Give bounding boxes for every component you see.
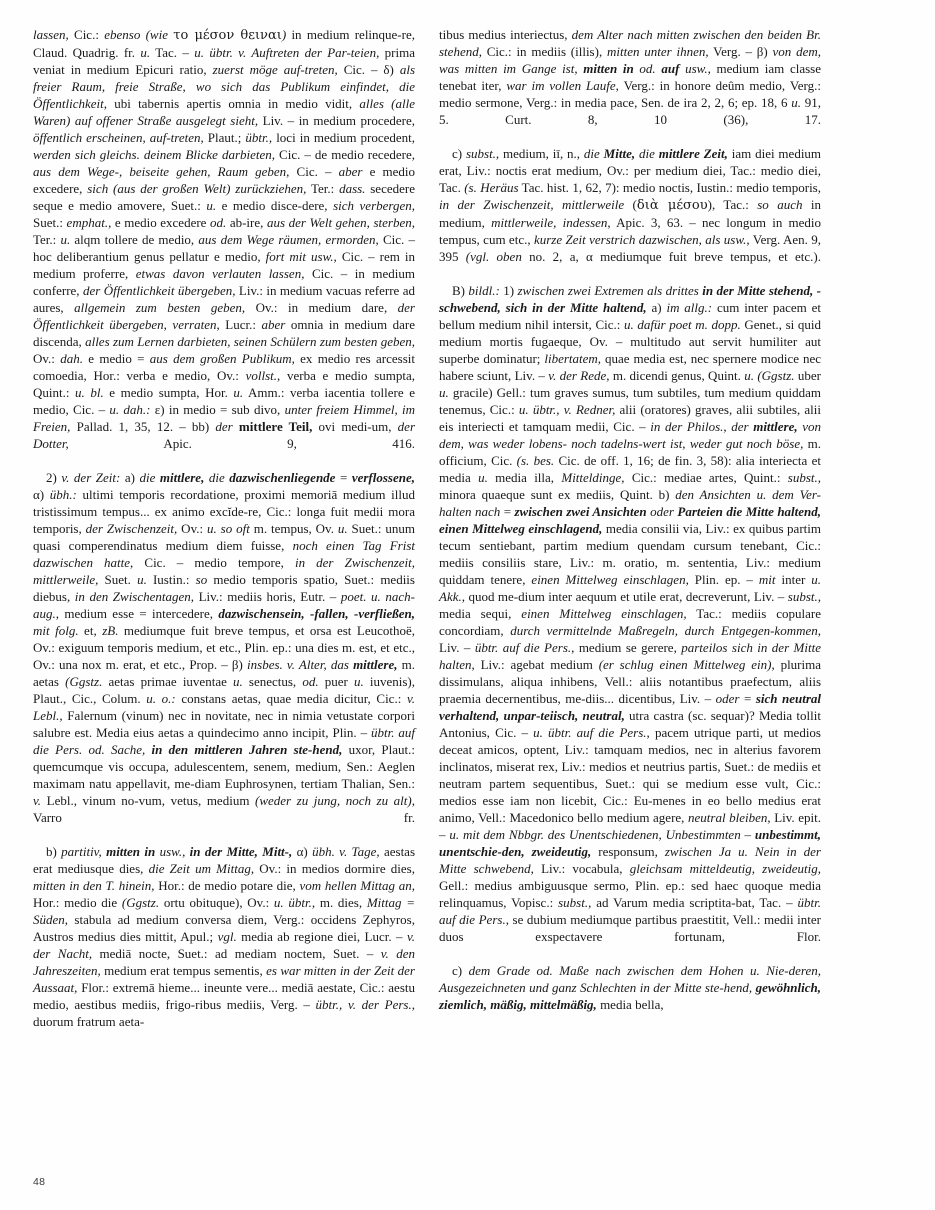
dictionary-paragraph: b) partitiv, mitten in usw., in der Mitte, Mitt-, α) übh. v. Tage, aestas erat mediusque dies, die Zeit um Mittag, Ov.: in medios dormire dies, mitten in den T. hinein, Hor.: de medio potare die, vom hellen Mittag an, Hor.: medio die (Ggstz. ortu obituque), Ov.: u. übtr., m. dies, Mittag = Süden, stabula ad medium conversa diem, Verg.: occidens Zephyros, Austros medius dies mittit, Apul.; vgl. media ab regione diei, Lucr. – v. der Nacht, mediā nocte, Suet.: ad mediam noctem, Suet. – v. den Jahreszeiten, medium erat tempus sementis, es war mitten in der Zeit der Aussaat, Flor.: extremā hieme... ineunte vere... mediā aestate, Cic.: aestu medio, aestibus mediis, frigo-ribus mediis, Verg. – übtr., v. der Pers., duorum fratrum aeta- — [33, 844, 416, 1029]
dictionary-paragraph: lassen, Cic.: ebenso (wie το μέσον θειναι) in medium relinque-re, Claud. Quadrig. fr. u. Tac. – u. übtr. v. Auftreten der Par-teien, prima veniat in medium Epicuri ratio, zuerst möge auf-treten, Cic. – δ) als freier Raum, freie Straße, wo sich das Publikum einfindet, die Öffentlichkeit, ubi tabernis apertis omnia in medio vidit, alles (alle Waren) auf offener Straße ausgelegt sieht, Liv. – in medium procedere, öffentlich erscheinen, auf-treten, Plaut.; übtr., loci in medium procedent, werden sich gleichs. deinem Blicke darbieten, Cic. – de medio recedere, aus dem Wege-, beiseite gehen, Raum geben, Cic. – aber e medio excedere, sich (aus der großen Welt) zurückziehen, Ter.: dass. secedere seque e medio amovere, Suet.: u. e medio disce-dere, sich verbergen, Suet.: emphat., e medio excedere od. ab-ire, aus der Welt gehen, sterben, Ter.: u. alqm tollere de medio, aus dem Wege räumen, ermorden, Cic. – hoc deliberantium genus pellatur e medio, fort mit usw., Cic. – rem in medium proferre, etwas davon verlauten lassen, Cic. – in medium conferre, der Öffentlichkeit übergeben, Liv.: in medium vacuas referre ad aures, allgemein zum besten geben, Ov.: in medium dare, der Öffentlichkeit übergeben, verraten, Lucr.: aber omnia in medium dare discenda, alles zum Lernen darbieten, seinen Schülern zum besten geben, Ov.: dah. e medio = aus dem großen Publikum, ex medio res arcessit comoedia, Hor.: verba e medio, Ov.: vollst., verba e medio sumpta, Quint.: u. bl. e medio sumpta, Hor. u. Amm.: verba iacentia tollere e medio, Cic. – u. dah.: ε) in medio = sub divo, unter freiem Himmel, im Freien, Pallad. 1, 35, 12. – bb) der mittlere Teil, ovi medi-um, der Dotter, Apic. 9, 416. — [33, 27, 416, 451]
page-number: 48 — [33, 1176, 46, 1188]
dictionary-paragraph: c) subst., medium, iī, n., die Mitte, die mittlere Zeit, iam diei medium erat, Liv.: noctis erat medium, Ov.: per medium diei, Tac.: medio diei, Tac. (s. Heräus Tac. hist. 1, 62, 7): medio noctis, Iustin.: medio temporis, in der Zwischenzeit, mittlerweile (διὰ μέσου), Tac.: so auch in medium, mittlerweile, indessen, Apic. 3, 63. – nec longum in medio tempus, cum etc., kurze Zeit verstrich dazwischen, als usw., Verg. Aen. 9, 395 (vgl. oben no. 2, a, α mediumque fuit breve tempus, et etc.). — [439, 146, 822, 264]
text-column-right — [439, 26, 821, 1161]
dictionary-paragraph: c) dem Grade od. Maße nach zwischen dem Hohen u. Nie-deren, Ausgezeichneten und ganz Schlechten in der Mitte ste-hend, gewöhnlich, ziemlich, mäßig, mittelmäßig, media bella, — [439, 963, 821, 1012]
text-columns — [33, 26, 899, 1161]
dictionary-paragraph: B) bildl.: 1) zwischen zwei Extremen als drittes in der Mitte stehend, -schwebend, sich in der Mitte haltend, a) im allg.: cum inter pacem et bellum medium nihil intersit, Cic.: u. dafür poet m. dopp. Genet., si quid medium mortis fugaeque, Ov. – multitudo aut servit humiliter aut superbe dominatur; libertatem, quae media est, nec spernere modice nec habere sciunt, Liv. – v. der Rede, m. dicendi genus, Quint. u. (Ggstz. uber u. gracile) Gell.: tum graves sumus, tum subtiles, tum medium quiddam tenemus, Cic.: u. übtr., v. Redner, alii (oratores) graves, alii subtiles, alii eis interiecti et tamquam medii, Cic. – in der Philos., der mittlere, von dem, was weder lobens- noch tadelns-wert ist, weder gut noch böse, m. officium, Cic. (s. bes. Cic. de off. 1, 16; de fin. 3, 58): alia interiecta et media u. media illa, Mitteldinge, Cic.: mediae artes, Quint.: subst., minora quaeque sunt ex mediis, Quint. b) den Ansichten u. dem Ver-halten nach = zwischen zwei Ansichten oder Parteien die Mitte haltend, einen Mittelweg einschlagend, media consilii via, Liv.: ex quibus partim tecum sentiebant, partim medium quendam cursum tenebant, Cic.: mediis consiliis stare, Liv.: m. oratio, m. sententia, Liv.: medium quiddam tenere, einen Mittelweg einschlagen, Plin. ep. – mit inter u. Akk., quod me-dium inter aequum et utile erat, decreverunt, Liv. – subst., media sequi, einen Mittelweg einschlagen, Tac.: mediis copulare concordiam, durch vermittelnde Maßregeln, durch Entgegen-kommen, Liv. – übtr. auf die Pers., medium se gerere, parteilos sich in der Mitte halten, Liv.: agebat medium (er schlug einen Mittelweg ein), plurima dissimulans, aliqua inhibens, Vell.: aliis notantibus praefectum, aliis praemia decernentibus, me-diis... dicentibus, Liv. – oder = sich neutral verhaltend, unpar-teiisch, neutral, utra castra (sc. sequar)? Media tollit Antonius, Cic. – u. übtr. auf die Pers., pacem utrique parti, ut medios deceat amicos, optent, Liv.: tamquam medios, nec in alterius favorem inclinatos, miserat rex, Liv.: medios et neutrius partis, Suet.: de mediis et neutram partem sequentibus, Suet.: qui se medium esse vult, Cic.: medios esse iam non licebit, Cic.: Eu-menes in eo bello medius erat animo, Vell.: Macedonico bello medium agere, neutral bleiben, Liv. epit. – u. mit dem Nbbgr. des Unentschiedenen, Unbestimmten – unbestimmt, unentschie-den, zweideutig, responsum, zwischen Ja u. Nein in der Mitte schwebend, Liv.: vocabula, gleichsam mitteldeutig, zweideutig, Gell.: medius ambiguusque sermo, Plin. ep.: sed haec quoque media relinquamus, Vopisc.: subst., ad Varum media scriptita-bat, Tac. – übtr. auf die Pers., se dubium mediumque partibus praestitit, Vell.: medii inter duos exspectavere fortunam, Flor. — [439, 283, 822, 944]
dictionary-paragraph: tibus medius interiectus, dem Alter nach mitten zwischen den beiden Br. stehend, Cic.: in mediis (illis), mitten unter ihnen, Verg. – β) von dem, was mitten im Gange ist, mitten in od. auf usw., medium iam classe tenebat iter, war im vollen Laufe, Verg.: in honore deûm medio, Verg.: medio sermone, Verg.: in media pace, Sen. de ira 2, 2, 6; ep. 18, 6 u. 91, 5. Curt. 8, 10 (36), 17. — [439, 27, 821, 127]
dictionary-paragraph: 2) v. der Zeit: a) die mittlere, die dazwischenliegende = verflossene, α) übh.: ultimi temporis recordatione, proximi memoriā medium illud tristissimum tempus... ex animo excĭde-re, Cic.: longa fuit medii mora temporis, der Zwischenzeit, Ov.: u. so oft m. tempus, Ov. u. Suet.: unum quasi comperendinatus medium diem fuisse, noch einen Tag Frist dazwischen hatte, Cic. – medio tempore, in der Zwischenzeit, mittlerweile, Suet. u. Iustin.: so medio temporis spatio, Suet.: mediis diebus, in den Zwischentagen, Liv.: mediis horis, Eutr. – poet. u. nach-aug., medium esse = intercedere, dazwischensein, -fallen, -verfließen, mit folg. et, zB. mediumque fuit breve tempus, et orsa est Leucothoë, Ov.: exiguum temporis medium, et etc., Plin. ep.: una dies m. est, et etc., Ov.: una nox m. erat, et etc., Prop. – β) insbes. v. Alter, das mittlere, m. aetas (Ggstz. aetas primae iuventae u. senectus, od. puer u. iuvenis), Plaut., Cic., Colum. u. o.: constans aetas, quae media dicitur, Cic.: v. Lebl., Falernum (vinum) nec in novitate, nec in nimia vetustate corpori salubre est. Media eius aetas a quindecimo anno incipit, Plin. – übtr. auf die Pers. od. Sache, in den mittleren Jahren ste-hend, uxor, Plaut.: quemcumque vis occupa, adulescentem, senem, medium, Sen.: Aeglen maximam natu appellavit, me-diam Euphrosynen, tertiam Thalian, Sen.: v. Lebl., vinum no-vum, vetus, medium (weder zu jung, noch zu alt), Varro fr. — [33, 470, 416, 825]
text-column-left — [33, 26, 415, 1161]
